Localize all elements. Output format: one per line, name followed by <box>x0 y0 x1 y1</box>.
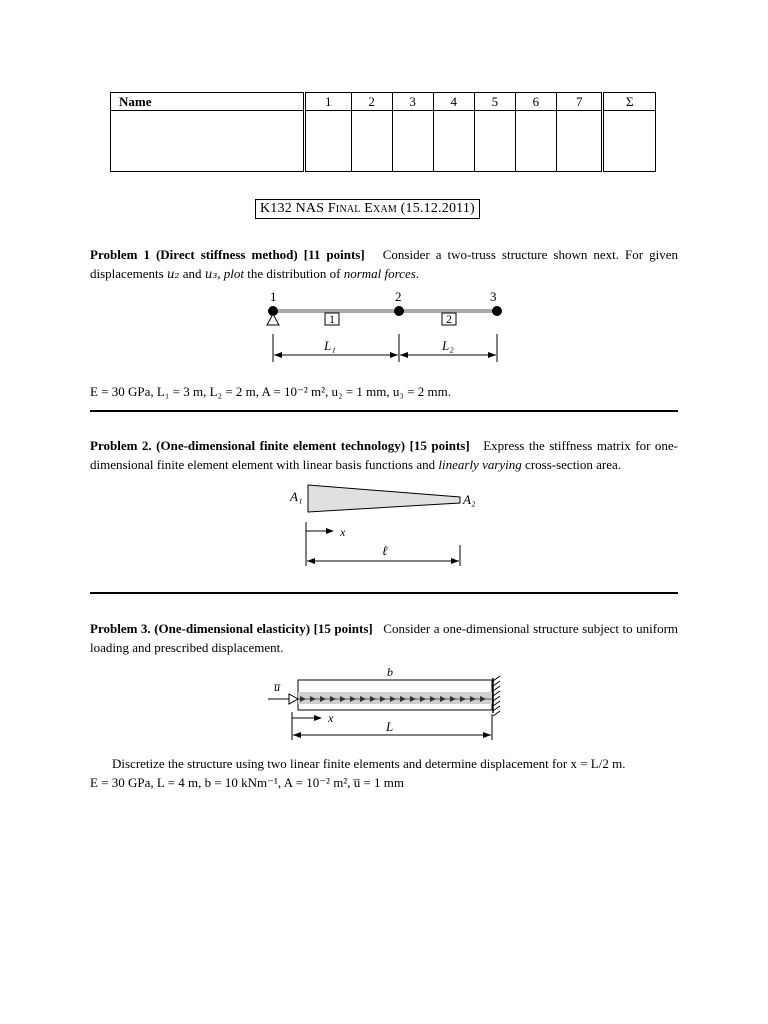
problem1-heading: Problem 1 (Direct stiffness method) [11 points] <box>90 247 365 262</box>
node-3 <box>492 306 502 316</box>
node-label-1: 1 <box>270 289 277 304</box>
score-col-4: 4 <box>433 93 474 111</box>
label-A2: A₂ <box>463 492 476 507</box>
text-period: . <box>415 266 420 281</box>
label-ubar: u̅ <box>274 680 280 694</box>
problem1-text-b: the distribution of <box>244 266 344 281</box>
divider <box>90 592 678 594</box>
problem3-task <box>90 754 678 792</box>
problem2-text-b: cross-section area. <box>521 457 622 472</box>
title-date: (15.12.2011) <box>396 201 475 216</box>
score-col-sum: Σ <box>603 93 656 111</box>
text-and: and <box>179 266 205 281</box>
label-L: L <box>386 719 394 734</box>
dim-L2: L₂ <box>442 338 454 353</box>
node-label-2: 2 <box>395 289 402 304</box>
problem1-given-text: E = 30 GPa, L₁ = 3 m, L₂ = 2 m, A = 10⁻² m², u₂ = 1 mm, u₃ = 2 mm. <box>90 384 451 399</box>
problem1-given <box>90 382 678 401</box>
element-label-1: 1 <box>329 312 335 326</box>
var-u2: u₂ <box>166 267 180 281</box>
text-linearly-varying: linearly varying <box>438 457 522 472</box>
name-header: Name <box>111 93 305 111</box>
problem1-text: Consider a two-truss structure shown next. For given displacements <box>90 247 679 281</box>
problem3-given-text: E = 30 GPa, L = 4 m, b = 10 kNm⁻¹, A = 10⁻² m², u̅ = 1 mm <box>90 775 405 790</box>
label-A1: A₁ <box>290 489 303 504</box>
displacement-arrow-icon <box>289 694 298 704</box>
text-normal-forces: normal forces <box>343 266 416 281</box>
score-col-2: 2 <box>351 93 392 111</box>
score-col-1: 1 <box>305 93 352 111</box>
label-ell: ℓ <box>382 543 388 558</box>
problem2-text: Express the stiffness matrix for one-dimensional finite element element with linear basis functions and <box>90 438 679 472</box>
problem2-heading: Problem 2. (One-dimensional finite element technology) [15 points] <box>90 438 470 453</box>
score-col-5: 5 <box>474 93 515 111</box>
tapered-bar <box>308 485 460 512</box>
text-plot: plot <box>223 266 245 281</box>
problem3-task-text: Discretize the structure using two linear finite elements and determine displacement for x = L/2 m. <box>112 756 626 771</box>
var-u3: u₃ <box>204 267 218 281</box>
node-label-3: 3 <box>490 289 497 304</box>
score-col-6: 6 <box>515 93 556 111</box>
score-col-7: 7 <box>556 93 603 111</box>
problem2-statement <box>90 436 678 474</box>
label-x: x <box>340 525 346 539</box>
dim-L1: L₁ <box>324 338 336 353</box>
text-comma: , <box>217 266 224 281</box>
fixed-wall-icon <box>493 676 500 716</box>
problem3-text: Consider a one-dimensional structure subject to uniform loading and prescribed displacement. <box>90 621 679 655</box>
problem3-statement <box>90 619 678 657</box>
divider <box>90 410 678 412</box>
title-prefix: K132 NAS <box>260 201 328 216</box>
node-2 <box>394 306 404 316</box>
element-label-2: 2 <box>446 312 452 326</box>
pin-support-icon <box>267 314 279 325</box>
score-col-3: 3 <box>392 93 433 111</box>
label-b: b <box>387 665 393 679</box>
label-x3: x <box>328 711 334 725</box>
problem3-heading: Problem 3. (One-dimensional elasticity) [15 points] <box>90 621 373 636</box>
title-smallcaps: Final Exam <box>327 201 397 216</box>
